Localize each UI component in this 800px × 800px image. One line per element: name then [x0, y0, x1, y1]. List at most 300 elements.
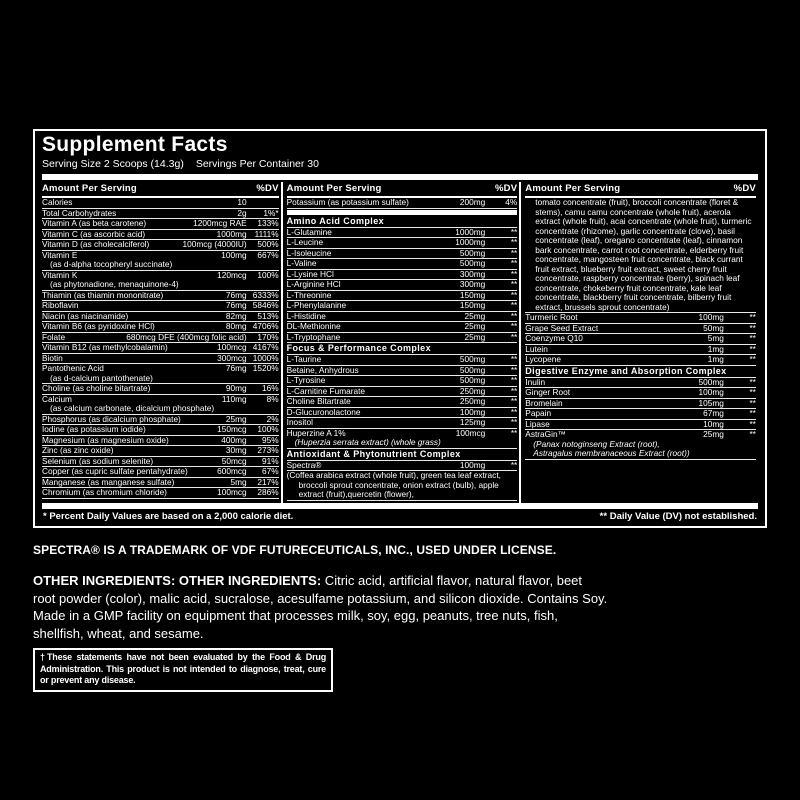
nutrient-amount: 300mg [459, 279, 486, 289]
nutrient-dv: ** [749, 408, 756, 418]
nutrient-name: Vitamin E [42, 250, 78, 260]
nutrient-amount: 25mg [464, 331, 486, 342]
nutrient-line [42, 343, 279, 353]
nutrient-name: Calories [42, 198, 73, 207]
nutrient-row [525, 430, 756, 460]
nutrition-columns [42, 182, 758, 503]
nutrient-name: Choline Bitartrate [286, 397, 351, 406]
nutrient-line [525, 378, 756, 388]
nutrient-dv: 91% [262, 455, 279, 466]
nutrient-name: L-Carnitine Fumarate [286, 386, 366, 396]
nutrient-dv: ** [510, 247, 518, 258]
nutrient-line [42, 198, 279, 208]
nutrient-row [42, 219, 279, 230]
nutrient-dv: 4706% [252, 321, 279, 331]
dv-label: %DV [495, 183, 518, 194]
nutrient-name: Lycopene [525, 355, 561, 364]
column-left [42, 182, 281, 503]
nutrient-dv: 5846% [252, 300, 279, 310]
nutrient-amount: 100mg [459, 459, 486, 470]
nutrient-line [42, 436, 279, 446]
nutrient-name: L-Arginine HCl [286, 280, 341, 289]
nutrient-row [42, 240, 279, 251]
nutrient-amount: 125mg [459, 417, 486, 427]
nutrient-row [287, 238, 518, 249]
nutrient-line [525, 324, 756, 334]
nutrient-amount: 500mg [459, 258, 486, 268]
nutrient-amount: 120mcg [217, 269, 247, 280]
nutrient-name: Magnesium (as magnesium oxide) [42, 435, 169, 445]
nutrient-dv: ** [510, 375, 518, 385]
nutrient-line [525, 388, 756, 398]
nutrient-line [287, 198, 518, 208]
nutrient-amount: 25mg [703, 429, 724, 439]
nutrient-dv: 1520% [252, 363, 279, 373]
nutrient-amount: 67mg [703, 408, 724, 418]
footnotes [42, 509, 758, 526]
nutrient-line [42, 219, 279, 229]
nutrient-name: Calcium [42, 394, 72, 404]
nutrient-line [287, 461, 518, 471]
dv-label: %DV [733, 183, 756, 194]
nutrient-row [287, 198, 518, 209]
nutrient-amount: 90mg [225, 383, 247, 393]
nutrient-row [287, 397, 518, 408]
footnote-dv-not-established: ** Daily Value (DV) not established. [599, 511, 757, 522]
nutrient-amount: 10 [237, 197, 247, 207]
nutrient-amount: 1000mg [216, 228, 247, 239]
nutrient-line [287, 280, 518, 290]
nutrient-name: L-Glutamine [286, 227, 332, 237]
column-right-rows [525, 198, 756, 460]
nutrient-name: L-Taurine [286, 355, 322, 364]
nutrient-name: Biotin [42, 353, 63, 363]
column-middle-rows [287, 198, 518, 501]
nutrient-dv: 100% [257, 269, 279, 280]
nutrient-row [287, 301, 518, 312]
nutrient-row [287, 259, 518, 270]
nutrient-amount: 100mg [221, 249, 247, 260]
section-header: Focus & Performance Complex [287, 343, 518, 355]
nutrient-line [525, 345, 756, 355]
nutrient-dv: ** [510, 385, 518, 396]
other-ingredients-text: Citric acid, artificial flavor, natural flavor, beet root powder (color), malic acid, sucralose, acesulfame potassium, and silicon dioxide. Contains Soy. Made in a GMP facility on equipment that processes milk, soy, egg, peanuts, tree nuts, fish, shellfish, wheat, and sesame. [33, 573, 608, 641]
serving-size: Serving Size 2 Scoops (14.3g) [42, 158, 184, 170]
nutrient-amount: 1000mg [455, 237, 486, 247]
section-header: Digestive Enzyme and Absorption Complex [525, 366, 756, 378]
nutrient-line [525, 409, 756, 419]
nutrient-name: Huperzine A 1% [286, 428, 346, 438]
nutrient-line [42, 240, 279, 250]
nutrient-dv: ** [510, 396, 518, 406]
servings-per-container: Servings Per Container 30 [195, 158, 319, 170]
nutrient-name: Manganese (as manganese sulfate) [42, 477, 175, 487]
nutrient-subnote: (Huperzia serrata extract) (whole grass) [294, 437, 441, 447]
nutrient-subnote: Astragalus membranaceous Extract (root)) [533, 448, 690, 458]
amount-per-serving-label: Amount Per Serving [42, 183, 137, 194]
nutrient-line [287, 366, 518, 376]
nutrient-line [42, 425, 279, 435]
nutrient-dv: 273% [257, 445, 279, 455]
column-middle-header [287, 182, 518, 198]
nutrient-name: Vitamin B12 (as methylcobalamin) [42, 343, 168, 352]
nutrient-line [287, 322, 518, 332]
nutrient-dv: ** [749, 387, 756, 397]
nutrient-name: Copper (as cupric sulfate pentahydrate) [42, 467, 188, 476]
nutrient-line [42, 312, 279, 322]
nutrient-name: L-Tryptophane [286, 332, 341, 342]
nutrient-row [42, 446, 279, 457]
nutrient-line [42, 291, 279, 301]
nutrient-amount: 300mcg [217, 352, 247, 363]
nutrient-name: Niacin (as niacinamide) [42, 311, 129, 321]
nutrient-amount: 10mg [703, 418, 724, 429]
nutrient-name: L-Threonine [286, 290, 332, 300]
nutrient-dv: ** [749, 312, 756, 322]
nutrient-dv: 1000% [252, 352, 279, 363]
nutrient-line [287, 312, 518, 322]
nutrient-line [287, 291, 518, 301]
nutrient-name: Coenzyme Q10 [525, 334, 583, 343]
nutrient-dv: 667% [257, 249, 279, 260]
nutrient-name: Choline (as choline bitartrate) [42, 384, 151, 393]
nutrient-amount: 5mg [707, 333, 724, 343]
footnote-daily-values: * Percent Daily Values are based on a 2,000 calorie diet. [43, 511, 294, 522]
nutrient-line [42, 467, 279, 477]
nutrient-dv: ** [510, 258, 518, 268]
nutrient-amount: 100mcg [217, 342, 247, 352]
nutrient-dv: ** [510, 417, 518, 427]
nutrient-amount: 105mg [698, 397, 724, 408]
column-right [519, 182, 758, 503]
panel-title: Supplement Facts [42, 133, 228, 156]
nutrient-row [42, 488, 279, 499]
nutrient-amount: 400mg [221, 434, 247, 445]
nutrient-dv: ** [510, 289, 518, 300]
nutrient-line [287, 387, 518, 397]
nutrient-amount: 500mg [698, 376, 724, 387]
nutrient-name: L-Lysine HCl [286, 269, 334, 279]
nutrient-name: Vitamin A (as beta carotene) [42, 219, 147, 228]
nutrient-subnote: (as d-alpha tocopheryl succinate) [50, 259, 173, 269]
nutrient-name: Papain [525, 409, 552, 418]
nutrient-row [287, 322, 518, 333]
nutrient-amount: 1200mcg RAE [193, 218, 247, 228]
nutrient-dv: ** [510, 364, 518, 375]
nutrient-line [42, 457, 279, 467]
nutrient-amount: 150mcg [217, 424, 247, 434]
nutrient-name: Vitamin D (as cholecalciferol) [42, 240, 150, 249]
nutrient-line [287, 376, 518, 386]
nutrient-amount: 500mg [459, 364, 486, 375]
nutrient-name: L-Tyrosine [286, 376, 326, 385]
nutrient-line [525, 355, 756, 365]
nutrient-name: AstraGin™ [525, 430, 566, 439]
other-ingredients-paragraph [33, 572, 608, 642]
nutrient-dv: ** [510, 321, 518, 331]
nutrient-line [42, 322, 279, 332]
nutrient-amount: 25mg [464, 310, 486, 321]
spectra-trademark-notice: SPECTRA® IS A TRADEMARK OF VDF FUTURECEUTICALS, INC., USED UNDER LICENSE. [33, 543, 557, 557]
nutrient-dv: ** [510, 237, 518, 247]
nutrient-row [42, 322, 279, 333]
nutrient-line [287, 355, 518, 365]
ingredient-note: (Coffea arabica extract (whole fruit), green tea leaf extract, broccoli sprout concentrate, onion extract (bulb), apple extract (fruit),quercetin (flower), [286, 470, 501, 499]
nutrient-name: Chromium (as chromium chloride) [42, 488, 167, 497]
divider-bar [287, 210, 518, 215]
nutrient-amount: 300mg [459, 268, 486, 279]
nutrient-row [42, 395, 279, 415]
nutrient-amount: 100mg [698, 312, 724, 322]
nutrient-line [287, 408, 518, 418]
nutrient-row [287, 418, 518, 429]
nutrient-line [42, 446, 279, 456]
nutrient-amount: 500mg [459, 247, 486, 258]
amount-per-serving-label: Amount Per Serving [525, 183, 621, 194]
nutrient-row [42, 251, 279, 271]
nutrient-dv: ** [510, 459, 518, 470]
nutrient-dv: 67% [262, 466, 279, 476]
nutrient-amount: 80mg [225, 321, 247, 331]
nutrient-line [525, 313, 756, 323]
nutrient-name: Folate [42, 332, 66, 342]
nutrient-name: Pantothenic Acid [42, 364, 104, 373]
nutrient-dv: 170% [257, 331, 279, 342]
nutrient-line [287, 333, 518, 343]
nutrient-name: Grape Seed Extract [525, 323, 599, 333]
nutrient-amount: 500mg [459, 354, 486, 364]
nutrient-dv: ** [510, 427, 518, 438]
nutrient-name: Vitamin C (as ascorbic acid) [42, 229, 146, 239]
nutrient-name: Turmeric Root [525, 313, 578, 322]
nutrient-amount: 50mcg [221, 455, 247, 466]
nutrient-line [287, 249, 518, 259]
nutrient-line [42, 478, 279, 488]
nutrient-dv: ** [510, 279, 518, 289]
nutrient-row [287, 355, 518, 366]
nutrient-line [525, 420, 756, 430]
nutrient-line [42, 384, 279, 394]
nutrient-name: Spectra® [286, 460, 322, 470]
nutrient-name: L-Phenylalanine [286, 301, 347, 310]
nutrient-dv: 95% [262, 434, 279, 445]
nutrient-dv: ** [749, 376, 756, 387]
nutrient-dv: ** [749, 397, 756, 408]
nutrient-line [42, 354, 279, 364]
supplement-facts-panel [33, 129, 767, 528]
nutrient-line [287, 418, 518, 428]
nutrient-dv: ** [749, 354, 756, 364]
nutrient-row [42, 301, 279, 312]
header-divider-bar [42, 174, 758, 180]
nutrient-amount: 76mg [225, 300, 247, 310]
nutrient-name: Zinc (as zinc oxide) [42, 446, 114, 455]
nutrient-name: Selenium (as sodium selenite) [42, 456, 154, 466]
section-header: Amino Acid Complex [287, 216, 518, 228]
nutrient-name: Inulin [525, 377, 546, 387]
nutrient-amount: 1mg [707, 354, 724, 364]
nutrient-subnote: (Panax notoginseng Extract (root), [533, 438, 660, 449]
nutrient-name: Thiamin (as thiamin mononitrate) [42, 290, 164, 300]
nutrient-dv: ** [510, 331, 518, 342]
nutrient-dv: 6333% [252, 289, 279, 300]
other-ingredients-label: OTHER INGREDIENTS: OTHER INGREDIENTS: [33, 573, 322, 588]
nutrient-amount: 200mg [459, 197, 486, 207]
nutrient-name: L-Valine [286, 259, 317, 268]
nutrient-dv: 513% [257, 310, 279, 321]
nutrient-dv: ** [510, 268, 518, 279]
nutrient-amount: 600mcg [217, 466, 247, 476]
nutrient-line [525, 399, 756, 409]
nutrient-amount: 5mg [230, 476, 247, 487]
column-left-header [42, 182, 279, 198]
nutrient-line [287, 228, 518, 238]
nutrient-amount: 100mg [698, 387, 724, 397]
nutrient-dv: 16% [262, 383, 279, 393]
nutrient-row [42, 343, 279, 354]
nutrient-dv: 133% [257, 218, 279, 228]
nutrient-name: Lipase [525, 419, 550, 429]
nutrient-row [42, 425, 279, 436]
nutrient-row [525, 313, 756, 324]
nutrient-amount: 110mg [221, 393, 247, 404]
nutrient-name: Iodine (as potassium iodide) [42, 425, 146, 434]
nutrient-name: D-Glucuronolactone [286, 407, 361, 417]
nutrient-name: Phosphorus (as dicalcium phosphate) [42, 414, 181, 424]
nutrient-dv: 1111% [254, 228, 279, 239]
nutrient-line [287, 301, 518, 311]
nutrient-row [525, 355, 756, 366]
nutrient-row [42, 198, 279, 209]
nutrient-amount: 150mg [459, 300, 486, 310]
nutrient-row [287, 429, 518, 449]
nutrient-line [42, 301, 279, 311]
nutrient-amount: 100mcg (4000IU) [182, 239, 247, 249]
nutrient-amount: 76mg [225, 363, 247, 373]
nutrient-dv: ** [749, 429, 756, 439]
nutrient-dv: ** [749, 333, 756, 343]
nutrient-name: Ginger Root [525, 388, 571, 397]
nutrient-row [42, 271, 279, 291]
nutrient-dv: ** [510, 406, 518, 417]
nutrient-amount: 100mcg [217, 487, 247, 497]
nutrient-name: Riboflavin [42, 301, 79, 310]
nutrient-amount: 100mcg [455, 427, 486, 438]
nutrient-amount: 76mg [225, 289, 247, 300]
nutrient-subnote: (as d-calcium pantothenate) [50, 372, 153, 383]
ingredient-note-row [287, 471, 518, 501]
nutrient-subnote: (as calcium carbonate, dicalcium phosphate) [50, 403, 215, 413]
nutrient-line [42, 230, 279, 240]
nutrient-dv: ** [510, 310, 518, 321]
amount-per-serving-label: Amount Per Serving [286, 183, 382, 194]
nutrient-amount: 250mg [459, 396, 486, 406]
nutrient-row [525, 388, 756, 399]
nutrient-row [525, 409, 756, 420]
dv-label: %DV [256, 183, 279, 194]
nutrient-dv: 217% [257, 476, 279, 487]
nutrient-amount: 100mg [459, 406, 486, 417]
nutrient-row [287, 376, 518, 387]
nutrient-subnote: (as phytonadione, menaquinone-4) [50, 279, 179, 289]
nutrient-dv: ** [749, 343, 756, 354]
nutrient-dv: 500% [257, 239, 279, 249]
column-right-header [525, 182, 756, 198]
nutrient-name: Total Carbohydrates [42, 208, 117, 218]
nutrient-dv: 2% [266, 413, 279, 424]
nutrient-amount: 500mg [459, 375, 486, 385]
nutrient-dv: 100% [257, 424, 279, 434]
serving-info [42, 158, 758, 171]
nutrient-line [42, 415, 279, 425]
column-left-rows [42, 198, 279, 499]
nutrient-amount: 25mg [464, 321, 486, 331]
nutrient-name: Vitamin K [42, 270, 78, 280]
nutrient-dv: 286% [257, 487, 279, 497]
nutrient-amount: 150mg [459, 289, 486, 300]
nutrient-name: Betaine, Anhydrous [286, 365, 359, 375]
nutrient-line [287, 259, 518, 269]
nutrient-dv: ** [510, 300, 518, 310]
nutrient-amount: 680mcg DFE (400mcg folic acid) [126, 331, 247, 342]
nutrient-line [42, 488, 279, 498]
ingredient-note: tomato concentrate (fruit), broccoli concentrate (floret & stems), camu camu concentrate (whole fruit), acerola extract (whole fruit), acai concentrate (whole fruit), turmeric concentrate (rhizome), garlic concentrate (clove), basil concentrate (leaf), oregano concentrate (leaf), cinnamon bark concentrate, carrot root concentrate, elderberry fruit concentrate, mangosteen fruit concentrate, black currant fruit extract, blueberry fruit extract, sweet cherry fruit concentrate, raspberry concentrate (berry), spinach leaf concentrate, chokeberry fruit concentrate, kale leaf concentrate, blackberry fruit concentrate, bilberry fruit extract, brussels sprout concentrate) [535, 197, 752, 312]
nutrient-amount: 30mg [225, 445, 247, 455]
fda-disclaimer-box: †These statements have not been evaluated by the Food & Drug Administration. This product is not intended to diagnose, treat, cure or prevent any disease. [33, 648, 333, 692]
nutrient-line [287, 238, 518, 248]
nutrient-row [42, 384, 279, 395]
nutrient-row [287, 280, 518, 291]
nutrient-line [42, 333, 279, 343]
nutrient-dv: ** [749, 418, 756, 429]
nutrient-dv: 4167% [252, 342, 279, 352]
nutrient-line [287, 397, 518, 407]
nutrient-line [42, 209, 279, 219]
ingredient-note-row [525, 198, 756, 313]
nutrient-name: Potassium (as potassium sulfate) [286, 198, 409, 207]
nutrient-name: L-Histidine [286, 311, 326, 321]
nutrient-amount: 82mg [225, 310, 247, 321]
nutrient-dv: ** [510, 226, 518, 237]
nutrient-dv: ** [749, 322, 756, 333]
nutrient-dv: 4% [505, 197, 518, 207]
nutrient-amount: 1mg [707, 343, 724, 354]
nutrient-row [42, 467, 279, 478]
nutrient-dv: ** [510, 354, 518, 364]
nutrient-amount: 25mg [225, 413, 247, 424]
nutrient-line [287, 270, 518, 280]
nutrient-dv: 8% [266, 393, 279, 404]
nutrient-name: L-Isoleucine [286, 248, 332, 258]
nutrient-amount: 2g [237, 207, 247, 218]
nutrient-name: Vitamin B6 (as pyridoxine HCl) [42, 322, 155, 331]
nutrient-name: Lutein [525, 344, 548, 354]
nutrient-name: DL-Methionine [286, 322, 341, 331]
section-header: Antioxidant & Phytonutrient Complex [287, 449, 518, 461]
nutrient-name: Inositol [286, 418, 313, 427]
nutrient-amount: 250mg [459, 385, 486, 396]
nutrient-row [525, 334, 756, 345]
nutrient-amount: 50mg [703, 322, 724, 333]
nutrient-row [287, 333, 518, 344]
nutrient-amount: 1000mg [455, 226, 486, 237]
nutrient-name: Bromelain [525, 398, 563, 408]
nutrient-line [525, 334, 756, 344]
nutrient-row [42, 364, 279, 384]
column-middle [281, 182, 520, 503]
nutrient-dv: 1%* [263, 207, 279, 218]
nutrient-name: L-Leucine [286, 238, 324, 247]
